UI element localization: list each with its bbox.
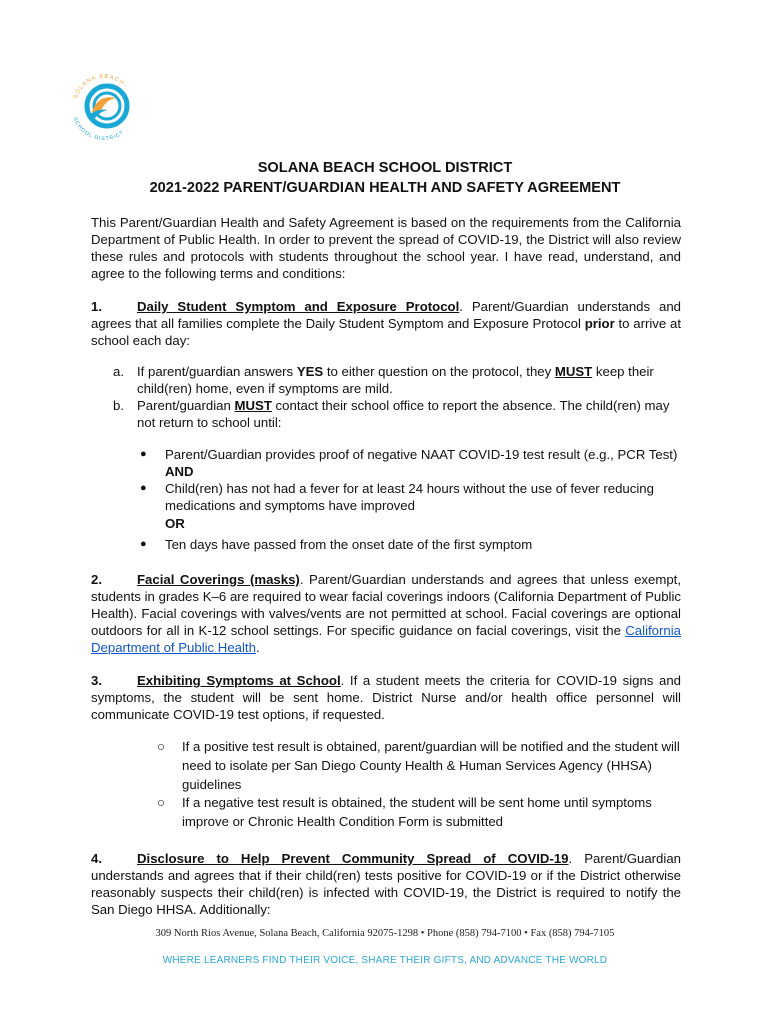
emphasis-text: AND [165, 464, 194, 479]
cdph-link[interactable]: California Department of Public Health [91, 623, 681, 655]
section-text: . Parent/Guardian understands and agrees that if their child(ren) tests positive for COVID-19 or if the District otherwise reasonably suspects their child(ren) is infected with COVID-19, the District is required to notify the San Diego HHSA. Additionally: [91, 851, 681, 917]
emphasis-text: MUST [554, 364, 593, 379]
bullet-text: Parent/Guardian provides proof of negative NAAT COVID-19 test result (e.g., PCR Test) [165, 447, 678, 462]
list-label: b. [113, 398, 124, 413]
section-text: . Parent/Guardian understands and agrees that all families complete the Daily Student Symptom and Exposure Protocol [91, 299, 682, 331]
list-item-b [91, 397, 691, 431]
section-text: . [255, 640, 260, 655]
circle-list-item [157, 793, 687, 831]
list-text: If a positive test result is obtained, parent/guardian will be notified and the student will need to isolate per San Diego County Health & Human Services Agency (HHSA) guidelines [182, 739, 680, 792]
section-number: 4. [91, 851, 102, 866]
list-text: If a negative test result is obtained, the student will be sent home until symptoms improve or Chronic Health Condition Form is submitted [182, 795, 652, 829]
bullet-item [140, 446, 685, 480]
section-number: 3. [91, 673, 102, 688]
page-title: SOLANA BEACH SCHOOL DISTRICT [257, 160, 513, 176]
bullet-text: Child(ren) has not had a fever for at least 24 hours without the use of fever reducing medications and symptoms have improved [165, 481, 654, 513]
section-heading: Facial Coverings (masks) [137, 572, 300, 587]
list-item-a [91, 363, 691, 397]
section-heading: Daily Student Symptom and Exposure Protocol [137, 299, 460, 314]
list-text: Parent/guardian [137, 398, 235, 413]
section-number: 2. [91, 572, 102, 587]
emphasis-text: MUST [234, 398, 272, 413]
page-subtitle: 2021-2022 PARENT/GUARDIAN HEALTH AND SAFETY AGREEMENT [149, 180, 621, 196]
footer-tagline: WHERE LEARNERS FIND THEIR VOICE, SHARE THEIR GIFTS, AND ADVANCE THE WORLD [162, 955, 608, 966]
or-connector: OR [165, 516, 185, 531]
section-text: . If a student meets the criteria for COVID-19 signs and symptoms, the student will be sent home. District Nurse and/or health office personnel will communicate COVID-19 test options, if requested. [91, 673, 681, 722]
section-text: . Parent/Guardian understands and agrees that unless exempt, students in grades K–6 are required to wear facial coverings indoors (California Department of Public Health). Facial coverings with valves/vents are not permitted at school. Facial coverings are optional outdoors for all in K-12 school settings. For specific guidance on facial coverings, visit the [91, 572, 681, 638]
bullet-item [140, 480, 685, 514]
logo-ring-bottom: SCHOOL DISTRICT [71, 116, 126, 143]
circle-bullet-icon: ○ [157, 739, 165, 754]
section-text: to arrive at school each day: [91, 316, 681, 348]
emphasis-text: prior [584, 316, 615, 331]
list-label: a. [113, 364, 124, 379]
logo-ring-top: SOLANA BEACH [72, 73, 126, 100]
circle-bullet-icon: ○ [157, 795, 165, 810]
list-text: to either question on the protocol, they [323, 364, 555, 379]
intro-paragraph: This Parent/Guardian Health and Safety Agreement is based on the requirements from the California Department of Public Health. In order to prevent the spread of COVID-19, the District will also review these rules and protocols with students throughout the school year. I have read, understand, and agree to the following terms and conditions: [91, 215, 681, 281]
bullet-text: Ten days have passed from the onset date of the first symptom [165, 537, 533, 552]
section-4 [91, 850, 681, 918]
bullet-icon: ● [140, 482, 147, 494]
circle-list-item [157, 737, 687, 794]
section-2 [91, 571, 681, 656]
section-1 [91, 298, 681, 349]
list-text: contact their school office to report the absence. The child(ren) may not return to school until: [137, 398, 670, 430]
section-heading: Disclosure to Help Prevent Community Spread of COVID-19 [137, 851, 569, 866]
section-heading: Exhibiting Symptoms at School [137, 673, 341, 688]
district-logo [64, 64, 144, 144]
section-number: 1. [91, 299, 102, 314]
emphasis-text: YES [296, 364, 324, 379]
bullet-icon: ● [140, 538, 147, 550]
section-3 [91, 672, 681, 723]
footer-address: 309 North Rios Avenue, Solana Beach, California 92075-1298 • Phone (858) 794-7100 • Fax (858) 794-7105 [155, 928, 615, 939]
list-text: If parent/guardian answers [137, 364, 297, 379]
list-text: keep their child(ren) home, even if symptoms are mild. [137, 364, 654, 396]
bullet-icon: ● [140, 448, 147, 460]
bullet-item [140, 536, 685, 553]
